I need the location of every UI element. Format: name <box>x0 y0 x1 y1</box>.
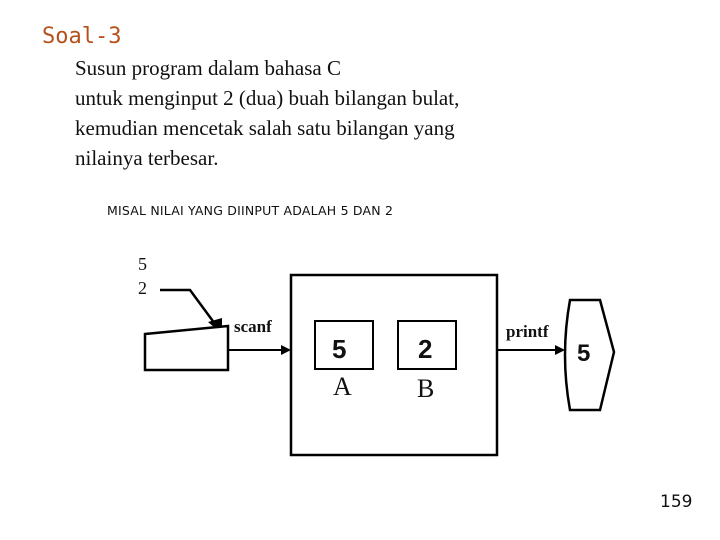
printf-label: printf <box>506 322 549 341</box>
variable-b-value: 2 <box>418 334 433 364</box>
question-line: kemudian mencetak salah satu bilangan yang <box>75 116 455 140</box>
variable-a-name: A <box>333 372 352 401</box>
scanf-arrow-head <box>281 345 291 355</box>
page-number: 159 <box>660 492 693 512</box>
keyboard-input-shape <box>145 326 228 370</box>
input-value-1: 5 <box>138 254 147 274</box>
example-text: MISAL NILAI YANG DIINPUT ADALAH 5 DAN 2 <box>107 203 394 218</box>
variable-a-value: 5 <box>332 334 347 364</box>
slide-title: Soal-3 <box>42 24 122 49</box>
scanf-label: scanf <box>234 317 272 336</box>
printf-arrow-head <box>555 345 565 355</box>
question-line: nilainya terbesar. <box>75 146 219 170</box>
variable-b-name: B <box>417 374 435 403</box>
question-line: untuk menginput 2 (dua) buah bilangan bulat, <box>75 86 460 110</box>
input-value-2: 2 <box>138 278 147 298</box>
question-line: Susun program dalam bahasa C <box>75 56 341 80</box>
output-value: 5 <box>577 340 591 367</box>
